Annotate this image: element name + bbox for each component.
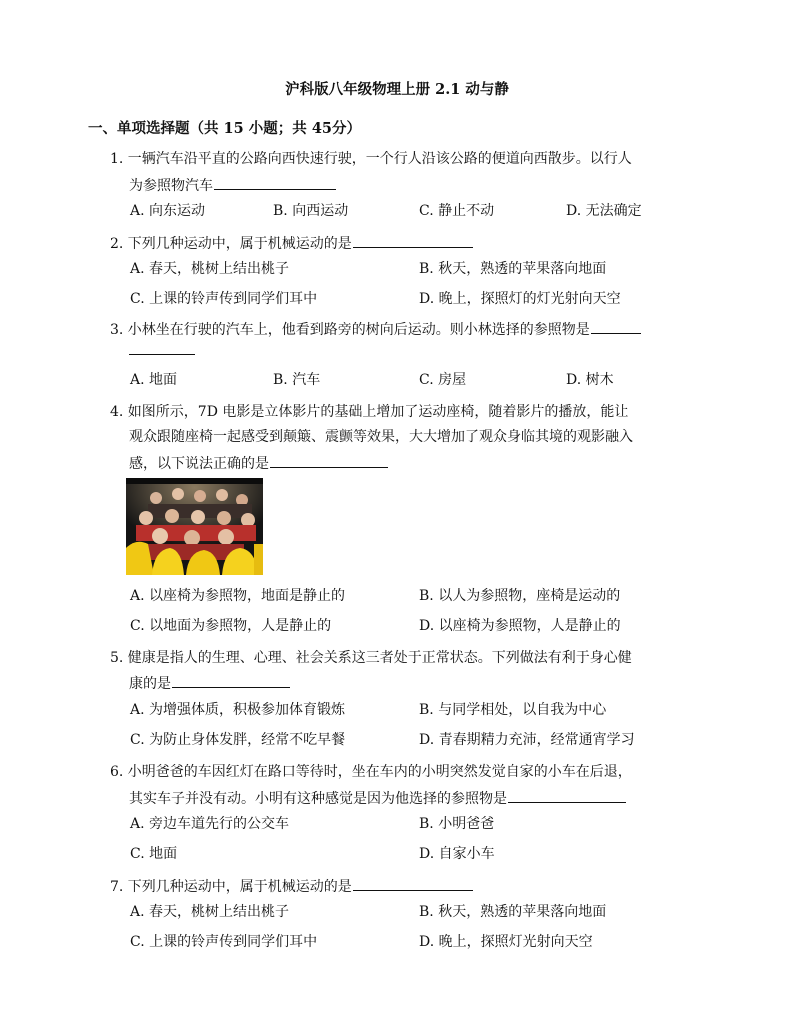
- question-7-stem: 7. 下列几种运动中，属于机械运动的是: [110, 876, 473, 896]
- question-1-stem: 1. 一辆汽车沿平直的公路向西快速行驶，一个行人沿该公路的便道向西散步。以行人: [110, 151, 632, 167]
- answer-blank[interactable]: [591, 319, 641, 334]
- q7-option-c[interactable]: C. 上课的铃声传到同学们耳中: [130, 934, 318, 950]
- q7-option-b[interactable]: B. 秋天，熟透的苹果落向地面: [419, 904, 607, 920]
- q4-option-b[interactable]: B. 以人为参照物，座椅是运动的: [419, 588, 621, 604]
- q3-option-a[interactable]: A. 地面: [130, 372, 178, 388]
- question-1-stem-cont: 为参照物汽车: [129, 175, 336, 195]
- q6-option-d[interactable]: D. 自家小车: [419, 846, 495, 862]
- q7-option-a[interactable]: A. 春天，桃树上结出桃子: [130, 904, 290, 920]
- q5-option-a[interactable]: A. 为增强体质，积极参加体育锻炼: [130, 702, 346, 718]
- q6-option-c[interactable]: C. 地面: [130, 846, 178, 862]
- q2-option-d[interactable]: D. 晚上，探照灯的灯光射向天空: [419, 291, 621, 307]
- answer-blank[interactable]: [353, 876, 473, 891]
- q5-option-c[interactable]: C. 为防止身体发胖，经常不吃早餐: [130, 732, 346, 748]
- q3-option-d[interactable]: D. 树木: [566, 372, 614, 388]
- q6-option-a[interactable]: A. 旁边车道先行的公交车: [130, 816, 290, 832]
- q2-option-c[interactable]: C. 上课的铃声传到同学们耳中: [130, 291, 318, 307]
- q6-option-b[interactable]: B. 小明爸爸: [419, 816, 495, 832]
- question-3-stem: 3. 小林坐在行驶的汽车上，他看到路旁的树向后运动。则小林选择的参照物是: [110, 319, 641, 339]
- question-4-stem-cont2: 感，以下说法正确的是: [129, 453, 388, 473]
- q4-option-c[interactable]: C. 以地面为参照物，人是静止的: [130, 618, 332, 634]
- answer-blank[interactable]: [172, 673, 290, 688]
- q1-option-d[interactable]: D. 无法确定: [566, 203, 642, 219]
- question-2-stem: 2. 下列几种运动中，属于机械运动的是: [110, 233, 473, 253]
- q1-option-a[interactable]: A. 向东运动: [130, 203, 206, 219]
- q1-option-b[interactable]: B. 向西运动: [273, 203, 349, 219]
- q5-option-b[interactable]: B. 与同学相处，以自我为中心: [419, 702, 607, 718]
- page-title: 沪科版八年级物理上册 2.1 动与静: [285, 81, 509, 98]
- q5-option-d[interactable]: D. 青春期精力充沛，经常通宵学习: [419, 732, 635, 748]
- q4-option-a[interactable]: A. 以座椅为参照物，地面是静止的: [130, 588, 346, 604]
- question-4-stem-cont: 观众跟随座椅一起感受到颠簸、震颤等效果，大大增加了观众身临其境的观影融入: [129, 429, 633, 445]
- q3-option-b[interactable]: B. 汽车: [273, 372, 321, 388]
- answer-blank-cont[interactable]: [129, 340, 195, 355]
- q7-option-d[interactable]: D. 晚上，探照灯光射向天空: [419, 934, 593, 950]
- question-5-stem: 5. 健康是指人的生理、心理、社会关系这三者处于正常状态。下列做法有利于身心健: [110, 650, 632, 666]
- answer-blank[interactable]: [508, 788, 626, 803]
- question-5-stem-cont: 康的是: [129, 673, 290, 693]
- q1-option-c[interactable]: C. 静止不动: [419, 203, 495, 219]
- q3-option-c[interactable]: C. 房屋: [419, 372, 467, 388]
- question-6-stem: 6. 小明爸爸的车因红灯在路口等待时，坐在车内的小明突然发觉自家的小车在后退，: [110, 764, 632, 780]
- question-6-stem-cont: 其实车子并没有动。小明有这种感觉是因为他选择的参照物是: [129, 788, 626, 808]
- q2-option-a[interactable]: A. 春天，桃树上结出桃子: [130, 261, 290, 277]
- cinema-seats-photo: [126, 478, 263, 575]
- q4-option-d[interactable]: D. 以座椅为参照物，人是静止的: [419, 618, 621, 634]
- answer-blank[interactable]: [353, 233, 473, 248]
- q2-option-b[interactable]: B. 秋天，熟透的苹果落向地面: [419, 261, 607, 277]
- question-4-stem: 4. 如图所示，7D 电影是立体影片的基础上增加了运动座椅，随着影片的播放，能让: [110, 404, 629, 420]
- answer-blank[interactable]: [270, 453, 388, 468]
- section-heading: 一、单项选择题（共 15 小题；共 45分）: [88, 120, 361, 137]
- answer-blank[interactable]: [214, 175, 336, 190]
